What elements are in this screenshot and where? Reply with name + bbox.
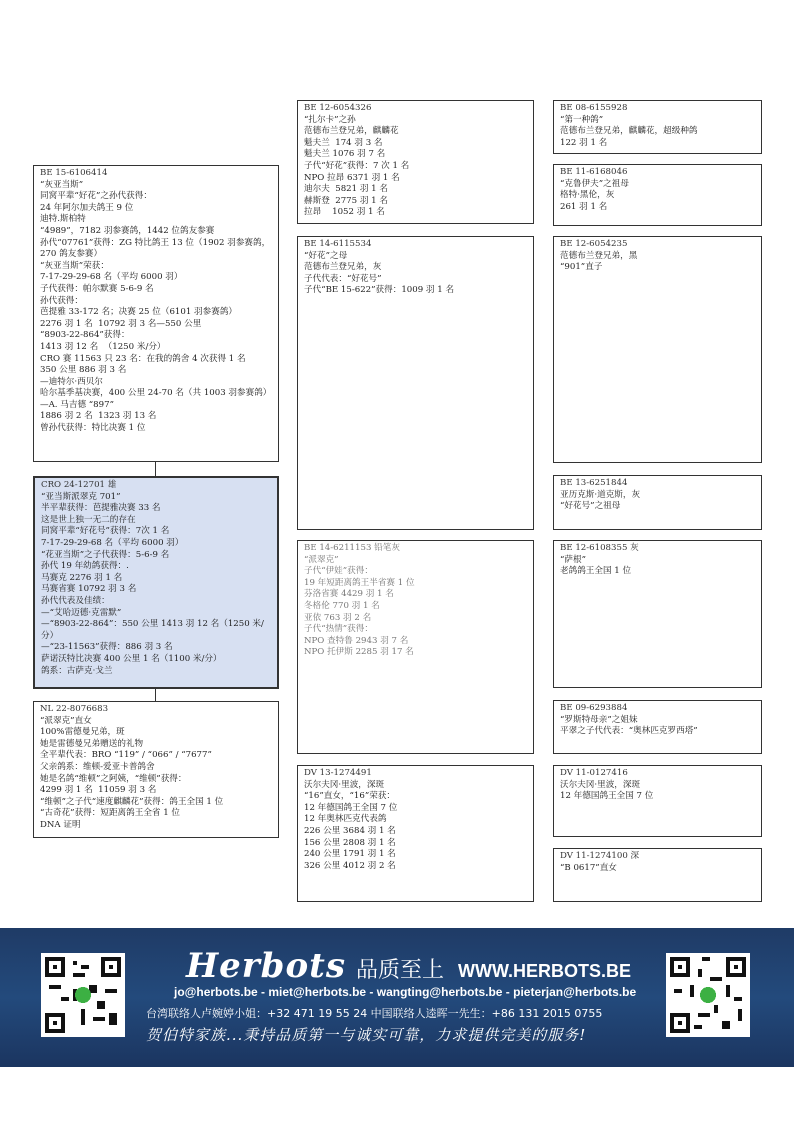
pedigree-text-line: NPO 拉昂 6371 羽 1 名 [304,172,400,183]
pedigree-text-line: NPO 托伊斯 2285 羽 17 名 [304,647,414,658]
ring-number: BE 14-6211153 铅笔灰 [304,543,400,553]
pedigree-text-line: “901”直子 [560,262,603,273]
pedigree-text-line: 孙代代表及佳绩： [41,595,110,606]
pedigree-text-line: 孙代获得： [40,295,83,306]
pedigree-text-line: 350 公里 886 羽 3 名 [40,365,127,376]
pedigree-text-line: “第一种鸽” [560,114,604,125]
pedigree-text-line: 子代“伊娃”获得： [304,566,373,577]
pedigree-text-line: 平翠之子代代表：“奥林匹克罗西塔” [560,726,698,737]
pedigree-text-line: 122 羽 1 名 [560,137,608,148]
pedigree-text-line: 1413 羽 12 名 （1250 米/分） [40,341,166,352]
pedigree-text-line: 范德布兰登兄弟，灰 [304,262,382,273]
pedigree-text-line: 12 年德国鸽王全国 7 位 [560,791,654,802]
pedigree-text-line: 亚历克斯·道克斯，灰 [560,489,641,500]
pedigree-text-line: 冬格伦 770 羽 1 名 [304,600,380,611]
pedigree-text-line: 19 年短距离鸽王半省赛 1 位 [304,577,415,588]
pedigree-text-line: 12 年德国鸽王全国 7 位 [304,802,398,813]
pedigree-text-line: 迪特.斯柏特 [40,214,86,225]
pedigree-text-line: “16”直女，“16”荣获： [304,791,396,802]
pedigree-text-line: —“23-11563”获得：886 羽 3 名 [41,642,173,653]
contact-phones: 台湾联络人卢婉婷小姐：+32 471 19 55 24 中国联络人逵晖一先生：+86 131 2015 0755 [146,1007,603,1020]
pedigree-text-line: 子代代表：“好花号” [304,273,382,284]
pedigree-text-line: “好花号”之祖母 [560,501,621,512]
pedigree-text-line: 亚依 763 羽 2 名 [304,612,372,623]
pedigree-text-line: “B 0617”直女 [560,862,617,873]
line-qr-code-icon[interactable] [41,953,125,1037]
ring-number: BE 14-6115534 [304,239,372,249]
pedigree-text-line: DNA 证明 [40,819,81,830]
pedigree-sire-sire-box [297,100,534,224]
contact-emails[interactable]: jo@herbots.be - miet@herbots.be - wangting@herbots.be - pieterjan@herbots.be [174,985,637,999]
pedigree-text-line: 孙代“07761”获得：ZG 特比鸽王 13 位（1902 羽参赛鸽，270 鸽友参赛） [40,237,271,260]
ring-number: CRO 24-12701 雄 [41,480,117,490]
pedigree-text-line: “好花”之母 [304,250,348,261]
pedigree-text-line: 曾孙代获得：特比决赛 1 位 [40,423,146,434]
pedigree-text-line: 范德布兰登兄弟，麒麟花 [304,126,399,137]
wechat-qr-code-icon[interactable] [666,953,750,1037]
pedigree-text-line: 范德布兰登兄弟，麒麟花，超级种鸽 [560,126,698,137]
pedigree-text-line: 魁夫兰 1076 羽 7 名 [304,149,386,160]
pedigree-text-line: 子代“好花”获得：7 次 1 名 [304,160,410,171]
pedigree-text-line: 7-17-29-29-68 名（平均 6000 羽） [41,537,184,548]
pedigree-text-line: 萨诺沃特比决赛 400 公里 1 名（1100 米/分） [41,653,222,664]
pedigree-g6-box [553,700,762,754]
pedigree-text-line: 这是世上独一无二的存在 [41,514,136,525]
pedigree-text-line: “4989”，7182 羽参赛鸽，1442 位鸽友参赛 [40,225,215,236]
pedigree-text-line: 老鸽鸽王全国 1 位 [560,566,632,577]
pedigree-text-line: 同窝平辈“好花”之孙代获得： [40,191,152,202]
pedigree-subject-box [33,476,279,689]
pedigree-text-line: 父亲鸽系：维顿-爱亚卡普鸽舍 [40,761,155,772]
pedigree-dam-dam-box [297,765,534,902]
pedigree-text-line: 子代“BE 15-622”获得：1009 羽 1 名 [304,285,455,296]
brand-slogan: 品质至上 [355,958,444,983]
pedigree-text-line: 鸽系：古萨克·戈兰 [41,665,113,676]
pedigree-text-line: —A. 马吉德 “897” [40,399,114,410]
pedigree-text-line: 迪尔夫 5821 羽 1 名 [304,184,388,195]
pedigree-text-line: 哈尔基季基决赛，400 公里 24-70 名（共 1003 羽参赛鸽） [40,388,272,399]
pedigree-text-line: “灰亚当斯”荣获： [40,260,109,271]
pedigree-text-line: “派翠克” [304,554,339,565]
pedigree-text-line: “灰亚当斯” [40,179,84,190]
pedigree-text-line: 她是名鸽“维顿”之阿姨，“维顿”获得： [40,773,187,784]
pedigree-text-line: “克鲁伊夫”之祖母 [560,178,629,189]
pedigree-text-line: 沃尔夫冈·里波，深斑 [304,779,385,790]
pedigree-text-line: —“艾哈迈德·克雷默” [41,607,122,618]
pedigree-text-line: 2276 羽 1 名 10792 羽 3 名—550 公里 [40,318,202,329]
ring-number: BE 12-6054235 [560,239,628,249]
pedigree-g2-box [553,164,762,226]
pedigree-text-line: 同窝平辈“好花号”获得：7次 1 名 [41,526,170,537]
ring-number: BE 13-6251844 [560,478,628,488]
pedigree-text-line: “萨根” [560,554,586,565]
ring-number: BE 12-6054326 [304,103,372,113]
pedigree-text-line: 4299 羽 1 名 11059 羽 3 名 [40,785,157,796]
pedigree-text-line: 孙代 19 年幼鸽获得：. [41,561,129,572]
pedigree-g1-box [553,100,762,154]
pedigree-text-line: 她是雷德曼兄弟赠送的礼物 [40,738,144,749]
ring-number: DV 13-1274491 [304,768,372,778]
pedigree-text-line: “扎尔卡”之孙 [304,114,356,125]
ring-number: BE 09-6293884 [560,703,628,713]
pedigree-sire-box [33,165,279,462]
pedigree-text-line: “8903-22-864”获得： [40,330,130,341]
pedigree-text-line: 马赛克 2276 羽 1 名 [41,572,123,583]
pedigree-text-line: NPO 查特鲁 2943 羽 7 名 [304,635,409,646]
pedigree-text-line: —“8903-22-864”：550 公里 1413 羽 12 名（1250 米/分） [41,619,264,641]
pedigree-text-line: 1886 羽 2 名 1323 羽 13 名 [40,411,157,422]
pedigree-text-line: 赫斯登 2775 羽 1 名 [304,195,388,206]
ring-number: BE 08-6155928 [560,103,628,113]
pedigree-g7-box [553,765,762,837]
pedigree-text-line: —迪特尔·西贝尔 [40,376,103,387]
pedigree-text-line: 226 公里 3684 羽 1 名 [304,825,396,836]
pedigree-text-line: “花亚当斯”之子代获得：5-6-9 名 [41,549,170,560]
pedigree-dam-sire-box [297,540,534,754]
pedigree-text-line: 范德布兰登兄弟，黑 [560,250,638,261]
pedigree-text-line: CRO 赛 11563 只 23 名：在我的鸽舍 4 次获得 1 名 [40,353,246,364]
pedigree-text-line: “派翠克”直女 [40,715,92,726]
pedigree-text-line: 326 公里 4012 羽 2 名 [304,860,396,871]
ring-number: BE 15-6106414 [40,168,108,178]
brand-line [186,946,631,986]
ring-number: NL 22-8076683 [40,704,109,714]
connector [155,461,156,476]
ring-number: BE 12-6108355 灰 [560,543,639,553]
pedigree-text-line: 7-17-29-29-68 名（平均 6000 羽） [40,272,183,283]
pedigree-text-line: 24 年阿尔加夫鸽王 9 位 [40,202,134,213]
ring-number: DV 11-0127416 [560,768,628,778]
pedigree-g4-box [553,475,762,530]
pedigree-text-line: 沃尔夫冈·里波，深斑 [560,779,641,790]
pedigree-text-line: 拉昂 1052 羽 1 名 [304,207,385,218]
connector [155,688,156,701]
footer-banner [0,928,794,1067]
pedigree-text-line: 格特·黑伦，灰 [560,190,615,201]
company-motto: 贺伯特家族...秉持品质第一与诚实可靠，力求提供完美的服务! [146,1026,587,1044]
pedigree-text-line: 100%雷德曼兄弟，斑 [40,727,125,738]
pedigree-text-line: 芭提雅 33-172 名；决赛 25 位（6101 羽参赛鸽） [40,307,238,318]
pedigree-text-line: 子代“热情”获得： [304,624,373,635]
pedigree-sire-dam-box [297,236,534,530]
pedigree-text-line: “古奇花”获得：短距离鸽王全省 1 位 [40,808,181,819]
ring-number: DV 11-1274100 深 [560,851,640,861]
website-link[interactable]: WWW.HERBOTS.BE [457,961,631,981]
pedigree-text-line: 全平辈代表：BRO “119” / “066” / “7677” [40,750,212,761]
ring-number: BE 11-6168046 [560,167,628,177]
pedigree-text-line: “维顿”之子代“速度麒麟花”获得：鸽王全国 1 位 [40,796,224,807]
pedigree-dam-box [33,701,279,838]
pedigree-text-line: 半平辈获得：芭提雅决赛 33 名 [41,503,161,514]
herbots-logo: Herbots [186,946,346,986]
pedigree-text-line: 魁夫兰 174 羽 3 名 [304,137,383,148]
pedigree-text-line: 156 公里 2808 羽 1 名 [304,837,396,848]
pedigree-text-line: 芬洛省赛 4429 羽 1 名 [304,589,394,600]
pedigree-text-line: 马赛省赛 10792 羽 3 名 [41,584,137,595]
pedigree-g5-box [553,540,762,688]
pedigree-g3-box [553,236,762,463]
pedigree-text-line: “亚当斯派翠克 701” [41,491,121,502]
pedigree-text-line: 12 年奥林匹克代表鸽 [304,814,387,825]
pedigree-text-line: “罗斯特母亲”之姐妹 [560,714,638,725]
pedigree-text-line: 261 羽 1 名 [560,201,608,212]
pedigree-text-line: 子代获得：帕尔默赛 5-6-9 名 [40,283,154,294]
pedigree-text-line: 240 公里 1791 羽 1 名 [304,849,396,860]
pedigree-g8-box [553,848,762,902]
